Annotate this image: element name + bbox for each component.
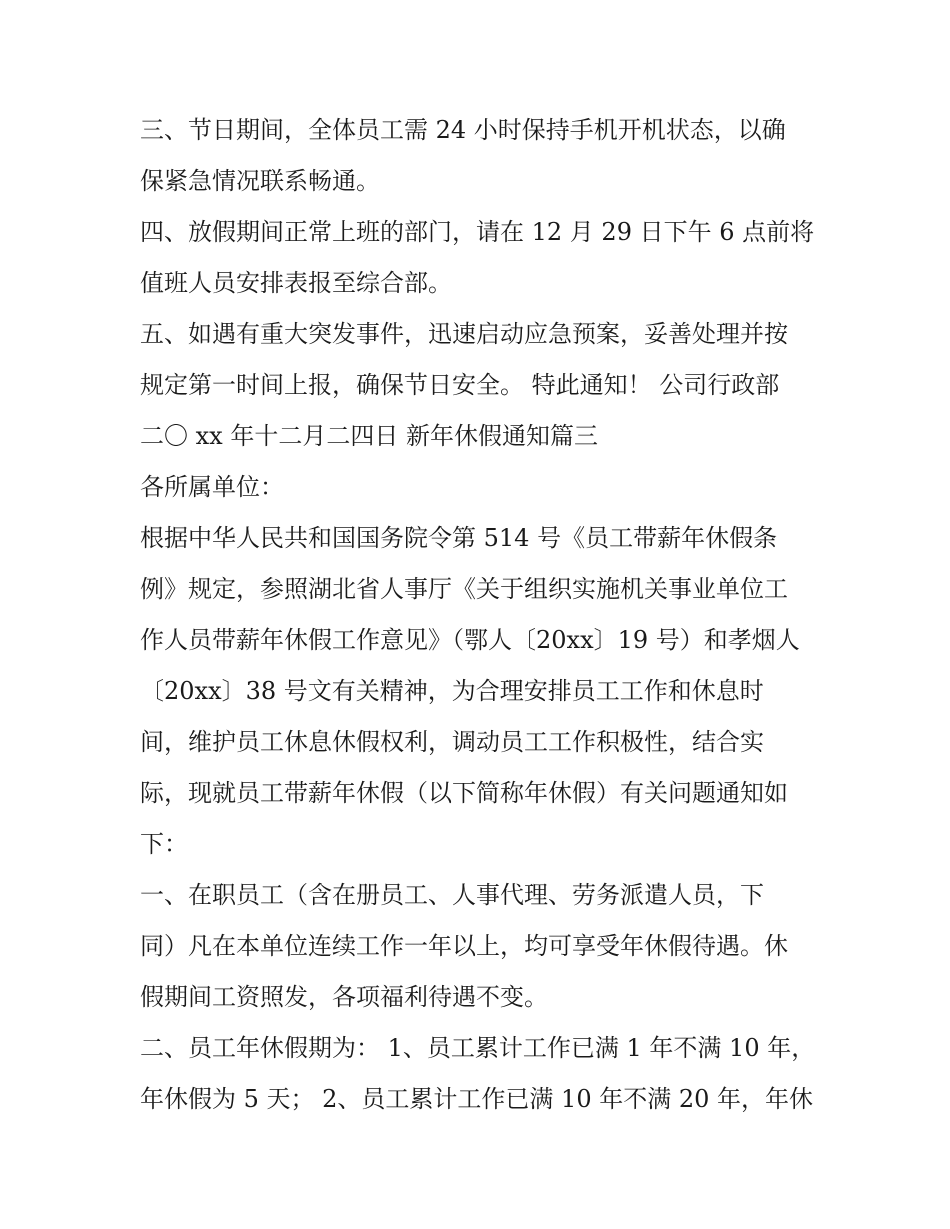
text-line: 根据中华人民共和国国务院令第 514 号《员工带薪年休假条 <box>140 524 778 552</box>
text-line: 二〇 xx 年十二月二四日 新年休假通知篇三 <box>140 422 598 450</box>
text-line: 保紧急情况联系畅通。 <box>140 167 380 195</box>
text-line: 际，现就员工带薪年休假（以下简称年休假）有关问题通知如 <box>140 779 788 807</box>
text-line: 规定第一时间上报，确保节日安全。 特此通知！ 公司行政部 <box>140 371 780 399</box>
text-line: 同）凡在本单位连续工作一年以上，均可享受年休假待遇。休 <box>140 932 788 960</box>
text-line: 四、放假期间正常上班的部门，请在 12 月 29 日下午 6 点前将 <box>140 218 815 246</box>
text-line: 例》规定，参照湖北省人事厅《关于组织实施机关事业单位工 <box>140 575 788 603</box>
text-line: 〔20xx〕38 号文有关精神，为合理安排员工工作和休息时 <box>140 677 764 705</box>
text-line: 一、在职员工（含在册员工、人事代理、劳务派遣人员，下 <box>140 881 764 909</box>
text-line: 三、节日期间，全体员工需 24 小时保持手机开机状态，以确 <box>140 116 786 144</box>
text-line: 值班人员安排表报至综合部。 <box>140 269 452 297</box>
text-line: 作人员带薪年休假工作意见》（鄂人〔20xx〕19 号）和孝烟人 <box>140 626 800 654</box>
text-line: 间，维护员工休息休假权利，调动员工工作积极性，结合实 <box>140 728 764 756</box>
text-line: 各所属单位： <box>140 473 284 501</box>
text-line: 二、员工年休假期为： 1、员工累计工作已满 1 年不满 10 年， <box>140 1034 816 1062</box>
text-line: 假期间工资照发，各项福利待遇不变。 <box>140 983 548 1011</box>
text-line: 下： <box>140 830 188 858</box>
text-line: 五、如遇有重大突发事件，迅速启动应急预案，妥善处理并按 <box>140 320 788 348</box>
text-line: 年休假为 5 天； 2、员工累计工作已满 10 年不满 20 年，年休 <box>140 1085 814 1113</box>
